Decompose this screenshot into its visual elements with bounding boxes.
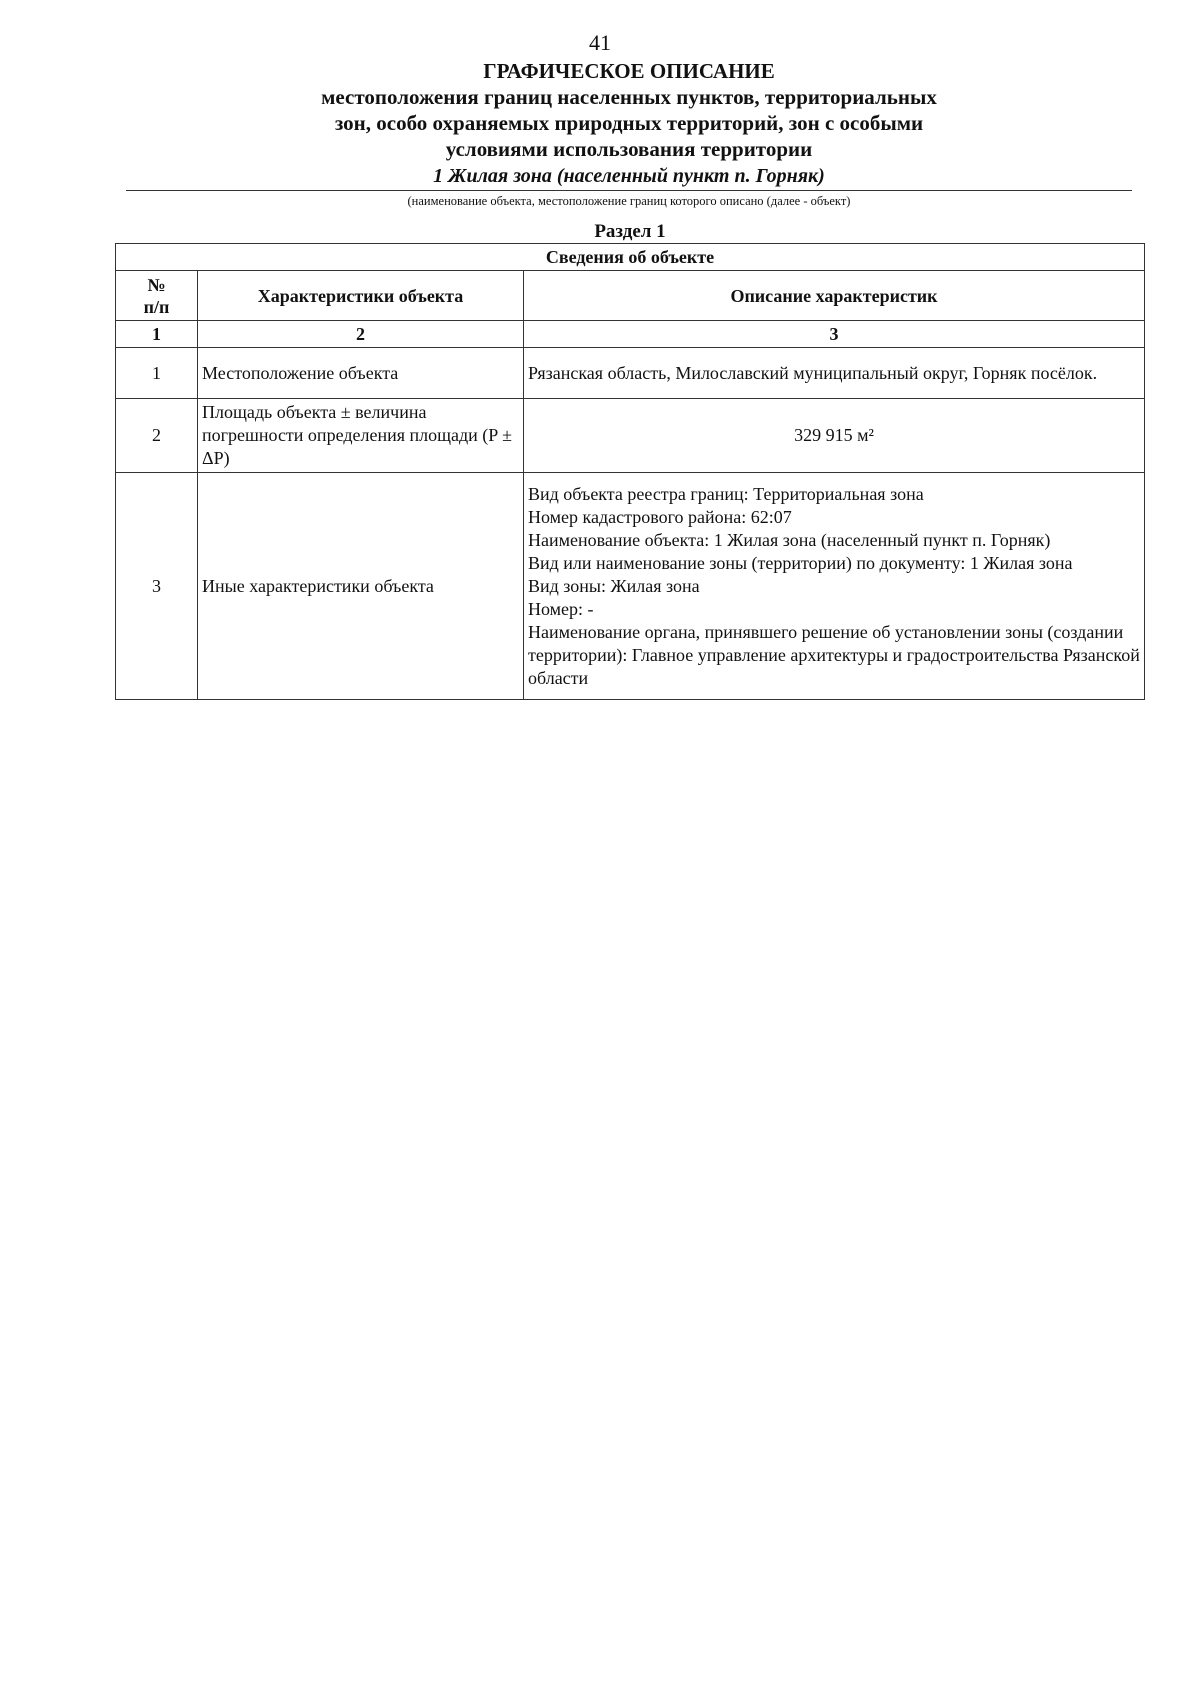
row-number: 3 — [116, 473, 198, 700]
document-subtitle-line: местоположения границ населенных пунктов, территориальных — [321, 85, 937, 109]
row-number: 2 — [116, 399, 198, 473]
object-name: 1 Жилая зона (населенный пункт п. Горняк) — [126, 164, 1132, 191]
header-description: Описание характеристик — [524, 271, 1145, 321]
object-name-caption: (наименование объекта, местоположение границ которого описано (далее - объект) — [407, 194, 851, 208]
column-number: 2 — [198, 321, 524, 348]
table-row — [116, 399, 1145, 473]
row-characteristic: Местоположение объекта — [198, 348, 524, 399]
description-line: Наименование объекта: 1 Жилая зона (населенный пункт п. Горняк) — [528, 529, 1051, 550]
column-number: 1 — [116, 321, 198, 348]
column-number: 3 — [524, 321, 1145, 348]
row-characteristic: Площадь объекта ± величина погрешности определения площади (P ± ΔP) — [198, 399, 524, 473]
document-subtitle-line: зон, особо охраняемых природных территорий, зон с особыми — [334, 111, 924, 135]
description-line: Номер кадастрового района: 62:07 — [528, 506, 792, 527]
row-description: 329 915 м² — [524, 399, 1145, 473]
row-number: 1 — [116, 348, 198, 399]
header-num — [116, 271, 198, 321]
row-characteristic: Иные характеристики объекта — [198, 473, 524, 700]
document-subtitle-line: условиями использования территории — [445, 137, 813, 161]
table-row — [116, 473, 1145, 700]
header-num-label: № п/п — [143, 274, 170, 317]
description-line: Вид или наименование зоны (территории) по документу: 1 Жилая зона — [528, 552, 1073, 573]
row-description: Рязанская область, Милославский муниципальный округ, Горняк посёлок. — [524, 348, 1145, 399]
document-title-block — [126, 58, 1132, 209]
header-characteristic: Характеристики объекта — [198, 271, 524, 321]
page-number: 41 — [589, 30, 611, 55]
table-row — [116, 348, 1145, 399]
description-line: Вид объекта реестра границ: Территориальная зона — [528, 483, 924, 504]
description-line: Номер: - — [528, 598, 594, 619]
object-info-table — [115, 243, 1145, 700]
description-line: Наименование органа, принявшего решение об установлении зоны (создании территории): Главное управление архитектуры и градостроительства Рязанской области — [528, 621, 1140, 688]
table-caption: Сведения об объекте — [116, 244, 1145, 271]
row-description — [524, 473, 1145, 700]
section-title: Раздел 1 — [594, 221, 666, 242]
document-title: ГРАФИЧЕСКОЕ ОПИСАНИЕ — [483, 59, 775, 83]
description-line: Вид зоны: Жилая зона — [528, 575, 700, 596]
